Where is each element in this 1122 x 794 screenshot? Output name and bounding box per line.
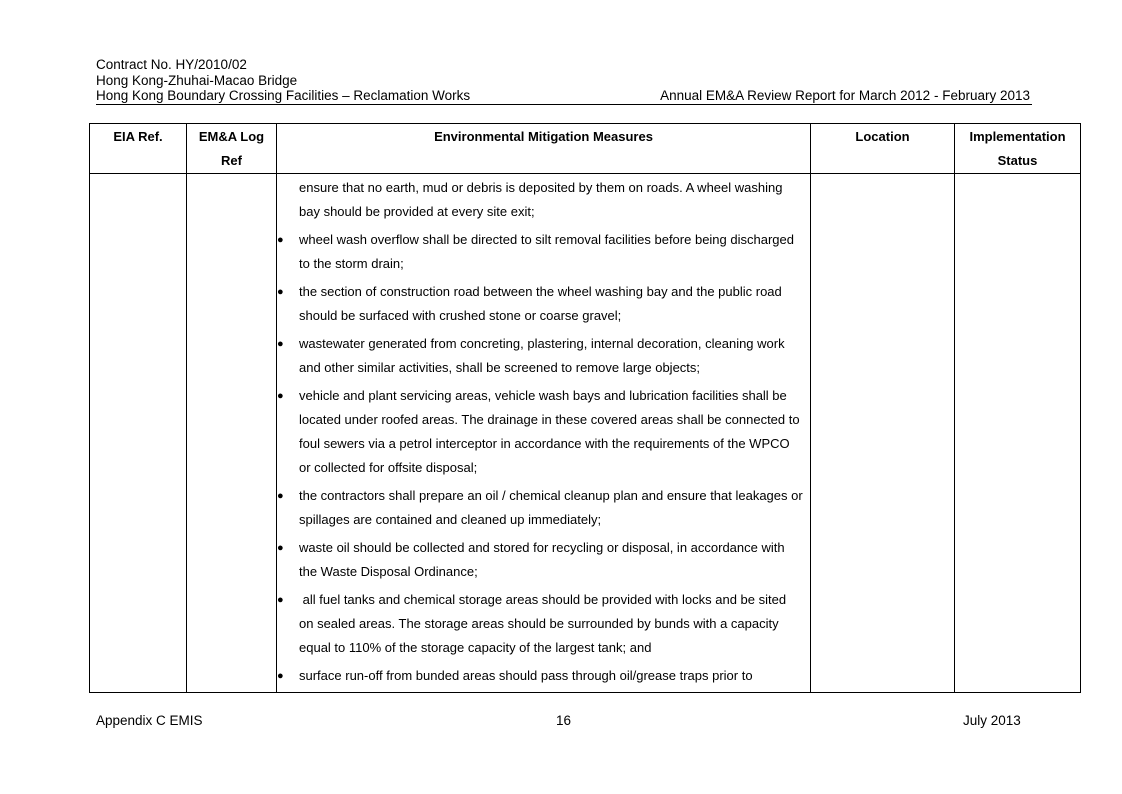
col-eia-ref: EIA Ref. (90, 124, 187, 174)
header-divider (96, 104, 1032, 105)
list-item: ● wastewater generated from concreting, plastering, internal decoration, cleaning work and other similar activities, shall be screened to remove large objects; (299, 332, 804, 380)
bullet-icon: ● (277, 286, 284, 298)
list-item: ● vehicle and plant servicing areas, vehicle wash bays and lubrication facilities shall be located under roofed areas. The drainage in these covered areas shall be connected to foul sewers via a petrol interceptor in accordance with the requirements of the WPCO or collected for offsite disposal; (299, 384, 804, 480)
list-item: ● all fuel tanks and chemical storage areas should be provided with locks and be sited on sealed areas. The storage areas should be surrounded by bunds with a capacity equal to 110% of the storage capacity of the largest tank; and (299, 588, 804, 660)
continuation-text: ensure that no earth, mud or debris is deposited by them on roads. A wheel washing bay should be provided at every site exit; (299, 180, 783, 219)
col-mitigation-measures: Environmental Mitigation Measures (277, 124, 811, 174)
bullet-icon: ● (277, 670, 284, 682)
page-header (96, 57, 1032, 104)
bullet-icon: ● (277, 490, 284, 502)
footer-date: July 2013 (963, 713, 1021, 728)
cell-measures (277, 174, 811, 693)
report-title: Annual EM&A Review Report for March 2012 - February 2013 (660, 88, 1030, 103)
footer-appendix: Appendix C EMIS (96, 713, 203, 728)
col-implementation-status: Implementation Status (955, 124, 1081, 174)
table-row (90, 174, 1081, 693)
contract-number: Contract No. HY/2010/02 (96, 57, 247, 72)
col-ema-log-ref: EM&A Log Ref (187, 124, 277, 174)
table-header-row (90, 124, 1081, 174)
bullet-icon: ● (277, 542, 284, 554)
bullet-icon: ● (277, 338, 284, 350)
cell-location (811, 174, 955, 693)
bullet-icon: ● (277, 594, 284, 606)
list-item: ● surface run-off from bunded areas should pass through oil/grease traps prior to (299, 664, 804, 688)
bullet-icon: ● (277, 234, 284, 246)
list-item: ● the section of construction road between the wheel washing bay and the public road should be surfaced with crushed stone or coarse gravel; (299, 280, 804, 328)
col-location: Location (811, 124, 955, 174)
project-name: Hong Kong-Zhuhai-Macao Bridge (96, 72, 298, 88)
list-item: ● wheel wash overflow shall be directed to silt removal facilities before being discharged to the storm drain; (299, 228, 804, 276)
works-title: Hong Kong Boundary Crossing Facilities – Reclamation Works (96, 88, 471, 103)
list-item: ● the contractors shall prepare an oil / chemical cleanup plan and ensure that leakages or spillages are contained and cleaned up immediately; (299, 484, 804, 532)
cell-implementation-status (955, 174, 1081, 693)
mitigation-measures-table (89, 123, 1081, 693)
bullet-icon: ● (277, 390, 284, 402)
page-number: 16 (556, 713, 572, 728)
list-item: ● waste oil should be collected and stored for recycling or disposal, in accordance with the Waste Disposal Ordinance; (299, 536, 804, 584)
cell-ema-log-ref (187, 174, 277, 693)
cell-eia-ref (90, 174, 187, 693)
